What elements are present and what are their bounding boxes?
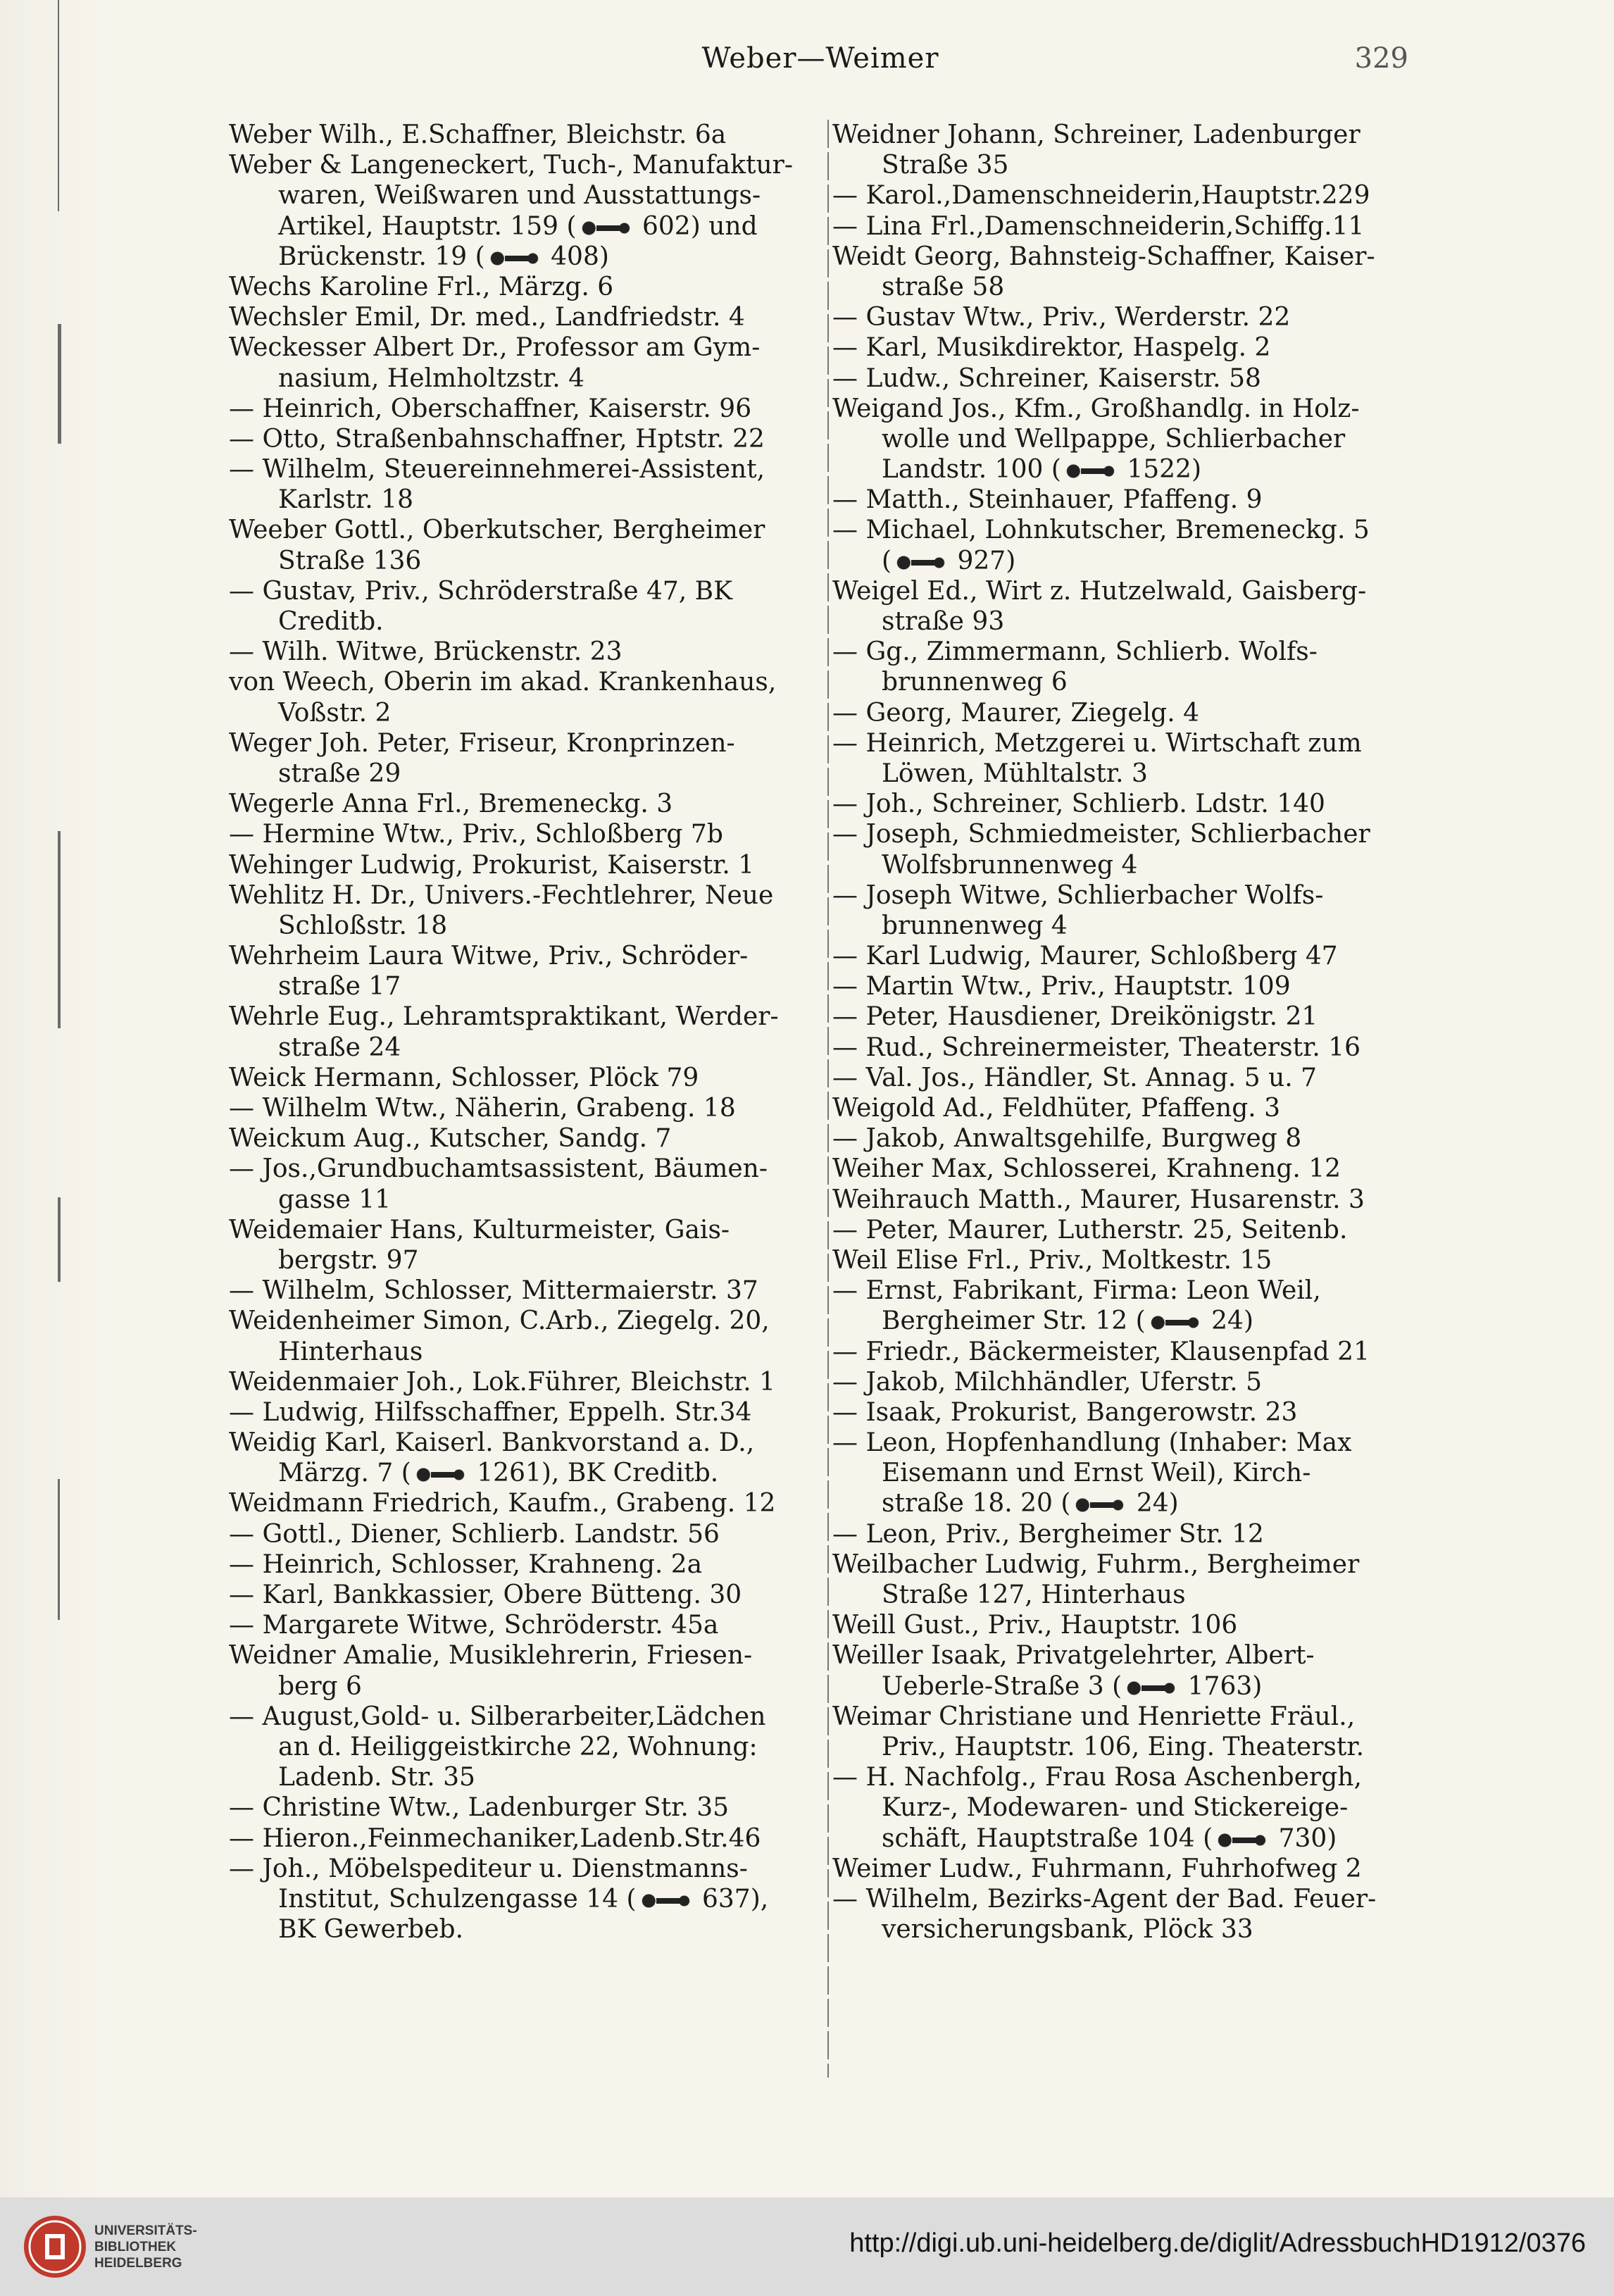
entry-continuation-line: an d. Heiliggeistkirche 22, Wohnung: xyxy=(278,1732,758,1761)
directory-entry-line: Weidemaier Hans, Kulturmeister, Gais- xyxy=(229,1215,730,1244)
directory-entry-line: — Hieron.,Feinmechaniker,Ladenb.Str.46 xyxy=(229,1823,761,1853)
directory-entry-line: — Gustav, Priv., Schröderstraße 47, BK xyxy=(229,576,732,606)
directory-entry-line: — Rud., Schreinermeister, Theaterstr. 16 xyxy=(832,1032,1361,1062)
directory-entry-line: — Wilhelm, Bezirks-Agent der Bad. Feuer- xyxy=(832,1884,1377,1914)
directory-entry-line: — Friedr., Bäckermeister, Klausenpfad 21 xyxy=(832,1337,1370,1366)
directory-entry-line: Weidenmaier Joh., Lok.Führer, Bleichstr. 1 xyxy=(229,1367,776,1397)
directory-entry-line: — Peter, Hausdiener, Dreikönigstr. 21 xyxy=(832,1002,1318,1032)
directory-entry-line: — Wilh. Witwe, Brückenstr. 23 xyxy=(229,637,623,667)
directory-entry-line: — Joseph Witwe, Schlierbacher Wolfs- xyxy=(832,880,1324,910)
directory-entry-line: Weihrauch Matth., Maurer, Husarenstr. 3 xyxy=(832,1185,1365,1214)
directory-entry-line: — Joseph, Schmiedmeister, Schlierbacher xyxy=(832,820,1370,849)
directory-entry-line: — Jos.,Grundbuchamtsassistent, Bäumen- xyxy=(229,1154,768,1184)
entry-continuation-line: Voßstr. 2 xyxy=(278,698,392,728)
entry-continuation-line: nasium, Helmholtzstr. 4 xyxy=(278,363,584,393)
entry-continuation-line: Creditb. xyxy=(278,607,384,636)
entry-continuation-line: straße 93 xyxy=(882,607,1005,636)
directory-entry-line: — Val. Jos., Händler, St. Annag. 5 u. 7 xyxy=(832,1063,1318,1092)
directory-entry-line: Weil Elise Frl., Priv., Moltkestr. 15 xyxy=(832,1245,1272,1275)
column-divider xyxy=(827,120,829,2078)
directory-entry-line: — Gottl., Diener, Schlierb. Landstr. 56 xyxy=(229,1519,720,1549)
directory-entry-line: — Margarete Witwe, Schröderstr. 45a xyxy=(229,1611,719,1640)
entry-continuation-line: waren, Weißwaren und Ausstattungs- xyxy=(278,181,761,211)
directory-entry-line: Weilbacher Ludwig, Fuhrm., Bergheimer xyxy=(832,1549,1360,1579)
directory-entry-line: Weidner Johann, Schreiner, Ladenburger xyxy=(832,120,1360,149)
entry-continuation-line: Bergheimer Str. 12 ( 24) xyxy=(882,1306,1253,1336)
directory-entry-line: — Heinrich, Metzgerei u. Wirtschaft zum xyxy=(832,728,1362,758)
page-header xyxy=(232,42,1408,85)
scan-artifact xyxy=(58,1479,60,1620)
directory-entry-line: — Lina Frl.,Damenschneiderin,Schiffg.11 xyxy=(832,211,1365,241)
directory-entry-line: — Joh., Schreiner, Schlierb. Ldstr. 140 xyxy=(832,790,1325,819)
directory-entry-line: Weckesser Albert Dr., Professor am Gym- xyxy=(229,333,761,363)
entry-continuation-line: wolle und Wellpappe, Schlierbacher xyxy=(882,424,1346,454)
directory-entry-line: — Karol.,Damenschneiderin,Hauptstr.229 xyxy=(832,181,1370,211)
directory-entry-line: — Karl, Bankkassier, Obere Bütteng. 30 xyxy=(229,1580,742,1609)
source-url-link[interactable]: http://digi.ub.uni-heidelberg.de/diglit/AdressbuchHD1912/0376 xyxy=(849,2228,1586,2258)
scan-artifact xyxy=(58,831,61,1028)
telephone-receiver-icon xyxy=(414,1466,466,1484)
telephone-receiver-icon xyxy=(894,554,946,572)
entry-continuation-line: Priv., Hauptstr. 106, Eing. Theaterstr. xyxy=(882,1732,1365,1761)
directory-entry-line: Weber & Langeneckert, Tuch-, Manufaktur- xyxy=(229,151,794,180)
directory-entry-line: — Karl Ludwig, Maurer, Schloßberg 47 xyxy=(832,942,1338,971)
entry-continuation-line: straße 58 xyxy=(882,272,1005,301)
directory-entry-line: Wehrheim Laura Witwe, Priv., Schröder- xyxy=(229,942,749,971)
directory-entry-line: Wechs Karoline Frl., Märzg. 6 xyxy=(229,272,614,301)
telephone-receiver-icon xyxy=(1125,1679,1177,1697)
scan-artifact xyxy=(58,324,61,444)
directory-entry-line: — Gg., Zimmermann, Schlierb. Wolfs- xyxy=(832,637,1318,667)
directory-entry-line: — Joh., Möbelspediteur u. Dienstmanns- xyxy=(229,1854,748,1883)
entry-continuation-line: brunnenweg 6 xyxy=(882,668,1068,697)
directory-entry-line: Wehrle Eug., Lehramtspraktikant, Werder- xyxy=(229,1002,779,1032)
entry-continuation-line: schäft, Hauptstraße 104 ( 730) xyxy=(882,1823,1337,1853)
directory-entry-line: Weickum Aug., Kutscher, Sandg. 7 xyxy=(229,1124,672,1154)
entry-continuation-line: Karlstr. 18 xyxy=(278,485,413,515)
directory-entry-line: — Otto, Straßenbahnschaffner, Hptstr. 22 xyxy=(229,424,765,454)
scan-artifact xyxy=(58,1197,61,1282)
directory-entry-line: — Leon, Hopfenhandlung (Inhaber: Max xyxy=(832,1428,1352,1458)
telephone-receiver-icon xyxy=(580,219,632,237)
directory-entry-line: — Ernst, Fabrikant, Firma: Leon Weil, xyxy=(832,1276,1321,1306)
viewer-footer xyxy=(0,2197,1614,2296)
page-number: 329 xyxy=(1354,42,1408,75)
running-head: Weber—Weimer xyxy=(701,42,939,75)
directory-entry-line: von Weech, Oberin im akad. Krankenhaus, xyxy=(229,668,777,697)
entry-continuation-line: BK Gewerbeb. xyxy=(278,1915,464,1945)
directory-entry-line: Weidt Georg, Bahnsteig-Schaffner, Kaiser- xyxy=(832,242,1375,271)
directory-entry-line: — Wilhelm, Schlosser, Mittermaierstr. 37 xyxy=(229,1276,758,1306)
library-name-line: BIBLIOTHEK xyxy=(94,2240,177,2254)
telephone-receiver-icon xyxy=(1149,1314,1201,1332)
entry-continuation-line: Kurz-, Modewaren- und Stickereige- xyxy=(882,1793,1349,1823)
directory-entry-line: Wehinger Ludwig, Prokurist, Kaiserstr. 1 xyxy=(229,850,755,880)
directory-entry-line: — Christine Wtw., Ladenburger Str. 35 xyxy=(229,1793,730,1823)
directory-entry-line: Wechsler Emil, Dr. med., Landfriedstr. 4 xyxy=(229,303,745,332)
entry-continuation-line: Straße 127, Hinterhaus xyxy=(882,1580,1186,1609)
entry-continuation-line: brunnenweg 4 xyxy=(882,911,1068,940)
directory-entry-line: — Georg, Maurer, Ziegelg. 4 xyxy=(832,698,1200,728)
directory-entry-line: Weidig Karl, Kaiserl. Bankvorstand a. D., xyxy=(229,1428,755,1458)
entry-continuation-line: Straße 136 xyxy=(278,546,422,575)
directory-entry-line: Weber Wilh., E.Schaffner, Bleichstr. 6a xyxy=(229,120,727,149)
directory-entry-line: Weimar Christiane und Henriette Fräul., xyxy=(832,1702,1356,1731)
entry-continuation-line: bergstr. 97 xyxy=(278,1245,419,1275)
entry-continuation-line: Schloßstr. 18 xyxy=(278,911,448,940)
entry-continuation-line: Landstr. 100 ( 1522) xyxy=(882,455,1201,485)
directory-entry-line: Weiher Max, Schlosserei, Krahneng. 12 xyxy=(832,1154,1341,1184)
telephone-receiver-icon xyxy=(639,1892,692,1910)
directory-entry-line: Weidner Amalie, Musiklehrerin, Friesen- xyxy=(229,1641,753,1671)
directory-entry-line: — Wilhelm Wtw., Näherin, Grabeng. 18 xyxy=(229,1094,736,1123)
telephone-receiver-icon xyxy=(1064,462,1116,480)
directory-entry-line: — Isaak, Prokurist, Bangerowstr. 23 xyxy=(832,1397,1298,1427)
directory-entry-line: — Jakob, Milchhändler, Uferstr. 5 xyxy=(832,1367,1262,1397)
entry-continuation-line: straße 17 xyxy=(278,972,401,1002)
directory-entry-line: — Jakob, Anwaltsgehilfe, Burgweg 8 xyxy=(832,1124,1302,1154)
entry-continuation-line: Löwen, Mühltalstr. 3 xyxy=(882,759,1148,788)
telephone-receiver-icon xyxy=(488,249,540,268)
entry-continuation-line: Brückenstr. 19 ( 408) xyxy=(278,242,609,271)
entry-continuation-line: gasse 11 xyxy=(278,1185,392,1214)
directory-entry-line: — Martin Wtw., Priv., Hauptstr. 109 xyxy=(832,972,1291,1002)
entry-continuation-line: Ueberle-Straße 3 ( 1763) xyxy=(882,1671,1263,1701)
entry-continuation-line: versicherungsbank, Plöck 33 xyxy=(882,1915,1253,1945)
entry-continuation-line: Märzg. 7 ( 1261), BK Creditb. xyxy=(278,1459,719,1488)
library-name-line: HEIDELBERG xyxy=(94,2256,182,2271)
entry-continuation-line: straße 18. 20 ( 24) xyxy=(882,1489,1179,1518)
directory-entry-line: — Gustav Wtw., Priv., Werderstr. 22 xyxy=(832,303,1291,332)
directory-entry-line: — Karl, Musikdirektor, Haspelg. 2 xyxy=(832,333,1271,363)
entry-continuation-line: Hinterhaus xyxy=(278,1337,423,1366)
university-seal-icon xyxy=(21,2213,89,2281)
directory-entry-line: — Wilhelm, Steuereinnehmerei-Assistent, xyxy=(229,455,765,485)
entry-continuation-line: straße 29 xyxy=(278,759,401,788)
directory-entry-line: Weigand Jos., Kfm., Großhandlg. in Holz- xyxy=(832,394,1360,423)
entry-continuation-line: Ladenb. Str. 35 xyxy=(278,1763,475,1792)
directory-column-right xyxy=(832,120,1410,1945)
telephone-receiver-icon xyxy=(1073,1496,1125,1514)
directory-entry-line: — Peter, Maurer, Lutherstr. 25, Seitenb. xyxy=(832,1215,1348,1244)
directory-entry-line: — Heinrich, Schlosser, Krahneng. 2a xyxy=(229,1549,703,1579)
directory-entry-line: Weimer Ludw., Fuhrmann, Fuhrhofweg 2 xyxy=(832,1854,1362,1883)
directory-entry-line: — August,Gold- u. Silberarbeiter,Lädchen xyxy=(229,1702,766,1731)
entry-continuation-line: Wolfsbrunnenweg 4 xyxy=(882,850,1138,880)
library-name-line: UNIVERSITÄTS- xyxy=(94,2223,197,2238)
library-name xyxy=(94,2223,197,2271)
binding-edge xyxy=(0,0,106,2197)
directory-entry-line: Weidenheimer Simon, C.Arb., Ziegelg. 20, xyxy=(229,1306,770,1336)
directory-entry-line: — Ludwig, Hilfsschaffner, Eppelh. Str.34 xyxy=(229,1397,752,1427)
scan-artifact xyxy=(58,0,59,211)
directory-entry-line: — Matth., Steinhauer, Pfaffeng. 9 xyxy=(832,485,1263,515)
directory-entry-line: Weeber Gottl., Oberkutscher, Bergheimer xyxy=(229,516,765,545)
entry-continuation-line: straße 24 xyxy=(278,1032,401,1062)
directory-entry-line: Weigold Ad., Feldhüter, Pfaffeng. 3 xyxy=(832,1094,1281,1123)
entry-continuation-line: berg 6 xyxy=(278,1671,362,1701)
directory-entry-line: — Ludw., Schreiner, Kaiserstr. 58 xyxy=(832,363,1261,393)
directory-entry-line: Weigel Ed., Wirt z. Hutzelwald, Gaisberg- xyxy=(832,576,1367,606)
directory-entry-line: Weidmann Friedrich, Kaufm., Grabeng. 12 xyxy=(229,1489,776,1518)
entry-continuation-line: Eisemann und Ernst Weil), Kirch- xyxy=(882,1459,1311,1488)
directory-column-left xyxy=(229,120,820,1945)
entry-continuation-line: Institut, Schulzengasse 14 ( 637), xyxy=(278,1884,769,1914)
entry-continuation-line: Straße 35 xyxy=(882,151,1009,180)
directory-entry-line: Wehlitz H. Dr., Univers.-Fechtlehrer, Neue xyxy=(229,880,774,910)
entry-continuation-line: ( 927) xyxy=(882,546,1016,575)
directory-entry-line: — Michael, Lohnkutscher, Bremeneckg. 5 xyxy=(832,516,1370,545)
telephone-receiver-icon xyxy=(1215,1831,1268,1849)
directory-entry-line: Weiller Isaak, Privatgelehrter, Albert- xyxy=(832,1641,1315,1671)
directory-entry-line: Wegerle Anna Frl., Bremeneckg. 3 xyxy=(229,790,673,819)
directory-entry-line: — Leon, Priv., Bergheimer Str. 12 xyxy=(832,1519,1264,1549)
directory-entry-line: Weill Gust., Priv., Hauptstr. 106 xyxy=(832,1611,1238,1640)
directory-entry-line: Weger Joh. Peter, Friseur, Kronprinzen- xyxy=(229,728,735,758)
entry-continuation-line: Artikel, Hauptstr. 159 ( 602) und xyxy=(278,211,758,241)
directory-entry-line: — Heinrich, Oberschaffner, Kaiserstr. 96 xyxy=(229,394,752,423)
directory-entry-line: — H. Nachfolg., Frau Rosa Aschenbergh, xyxy=(832,1763,1362,1792)
directory-entry-line: Weick Hermann, Schlosser, Plöck 79 xyxy=(229,1063,699,1092)
directory-entry-line: — Hermine Wtw., Priv., Schloßberg 7b xyxy=(229,820,723,849)
